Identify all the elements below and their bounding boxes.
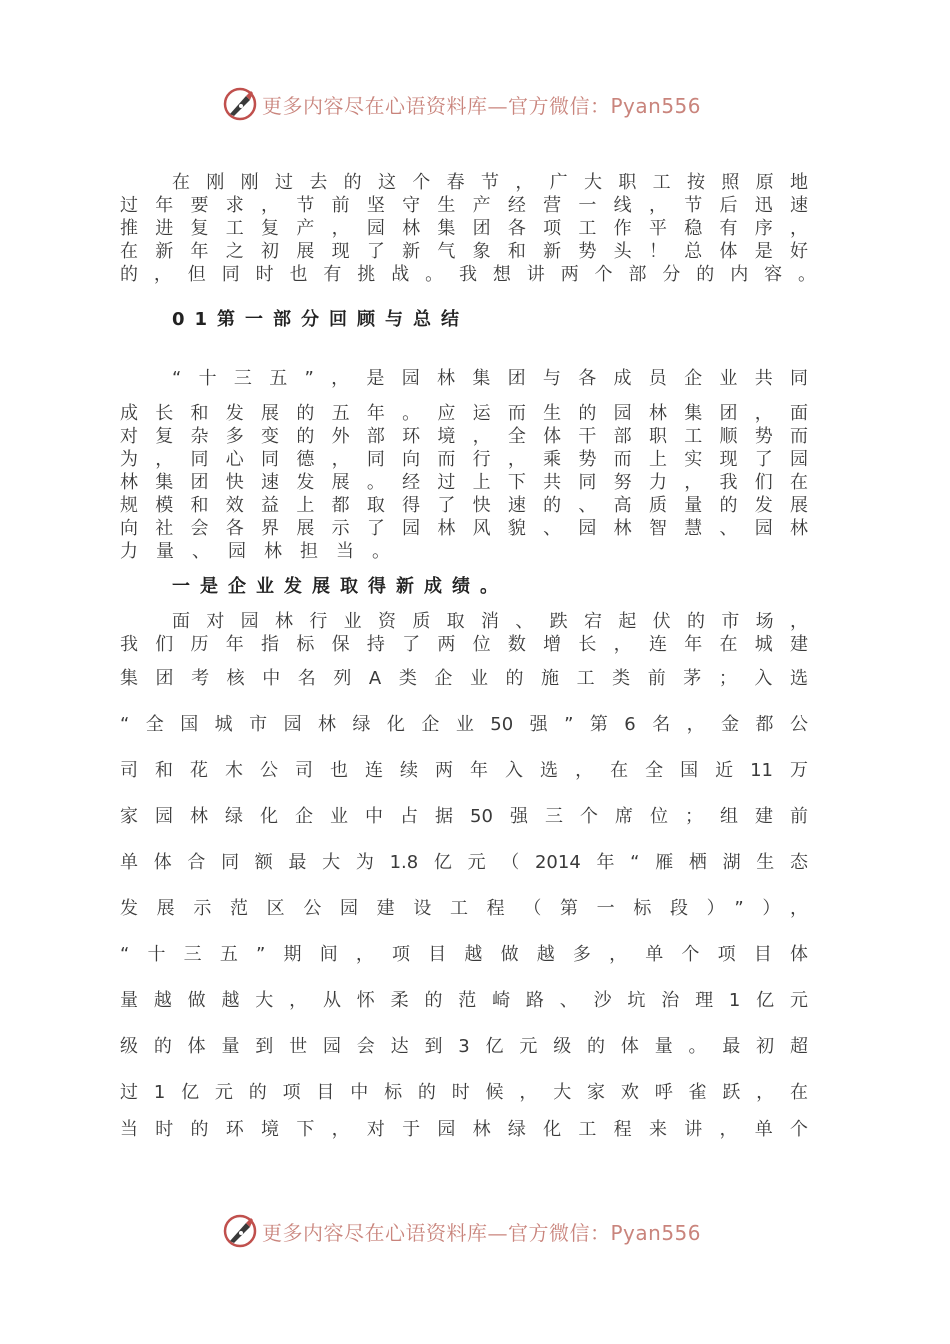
intro-line-4: 在新年之初展现了新气象和新势头！总体是好 xyxy=(120,241,808,262)
footer-separator: — xyxy=(487,1221,508,1245)
pen-nib-logo-icon xyxy=(222,86,258,122)
subheading-1: 一是企业发展取得新成绩。 xyxy=(172,576,508,597)
footer-banner xyxy=(0,1211,950,1251)
footer-text xyxy=(262,1217,701,1246)
para3-line-1: 面对园林行业资质取消、跌宕起伏的市场， xyxy=(172,611,808,632)
header-separator: — xyxy=(487,94,508,118)
para3-line-3: 集团考核中名列A类企业的施工类前茅；入选 xyxy=(120,668,808,689)
para3-line-2: 我们历年指标保持了两位数增长，连年在城建 xyxy=(120,634,808,655)
para3-line-9: “十三五”期间，项目越做越多，单个项目体 xyxy=(120,944,808,965)
para2-line-7: 向社会各界展示了园林风貌、园林智慧、园林 xyxy=(120,518,808,539)
para2-line-8: 力量、园林担当。 xyxy=(120,541,390,562)
header-wechat-label: 官方微信： xyxy=(508,94,611,118)
section-1-title: 01第一部分回顾与总结 xyxy=(172,309,470,330)
para3-line-5: 司和花木公司也连续两年入选，在全国近11万 xyxy=(120,760,808,781)
para2-line-3: 对复杂多变的外部环境，全体干部职工顺势而 xyxy=(120,426,808,447)
para3-line-4: “全国城市园林绿化企业50强”第6名，金都公 xyxy=(120,714,808,735)
intro-line-3: 推进复工复产，园林集团各项工作平稳有序， xyxy=(120,218,808,239)
para3-line-7: 单体合同额最大为1.8亿元（2014年“雁栖湖生态 xyxy=(120,852,808,873)
header-wechat-id: Pyan556 xyxy=(610,94,702,118)
intro-line-2: 过年要求，节前坚守生产经营一线，节后迅速 xyxy=(120,195,808,216)
header-banner xyxy=(0,84,950,124)
para3-line-12: 过1亿元的项目中标的时候，大家欢呼雀跃，在 xyxy=(120,1082,808,1103)
para3-line-10: 量越做越大，从怀柔的范崎路、沙坑治理1亿元 xyxy=(120,990,808,1011)
footer-wechat-label: 官方微信： xyxy=(508,1221,611,1245)
footer-wechat-id: Pyan556 xyxy=(610,1221,702,1245)
para2-line-5: 林集团快速发展。经过上下共同努力，我们在 xyxy=(120,472,808,493)
footer-site-text: 更多内容尽在心语资料库 xyxy=(262,1221,488,1245)
para3-line-13: 当时的环境下，对于园林绿化工程来讲，单个 xyxy=(120,1119,808,1140)
header-site-text: 更多内容尽在心语资料库 xyxy=(262,94,488,118)
para2-line-6: 规模和效益上都取得了快速的、高质量的发展 xyxy=(120,495,808,516)
para2-line-2: 成长和发展的五年。应运而生的园林集团，面 xyxy=(120,403,808,424)
para2-line-4: 为，同心同德，同向而行，乘势而上实现了园 xyxy=(120,449,808,470)
intro-line-1: 在刚刚过去的这个春节，广大职工按照原地 xyxy=(172,172,808,193)
intro-line-5: 的，但同时也有挑战。我想讲两个部分的内容。 xyxy=(120,264,816,285)
para3-line-6: 家园林绿化企业中占据50强三个席位；组建前 xyxy=(120,806,808,827)
header-text xyxy=(262,90,701,119)
para3-line-11: 级的体量到世园会达到3亿元级的体量。最初超 xyxy=(120,1036,808,1057)
pen-nib-logo-icon xyxy=(222,1213,258,1249)
para3-line-8: 发展示范区公园建设工程（第一标段）”）， xyxy=(120,898,808,919)
para2-line-1: “十三五”，是园林集团与各成员企业共同 xyxy=(172,368,808,389)
